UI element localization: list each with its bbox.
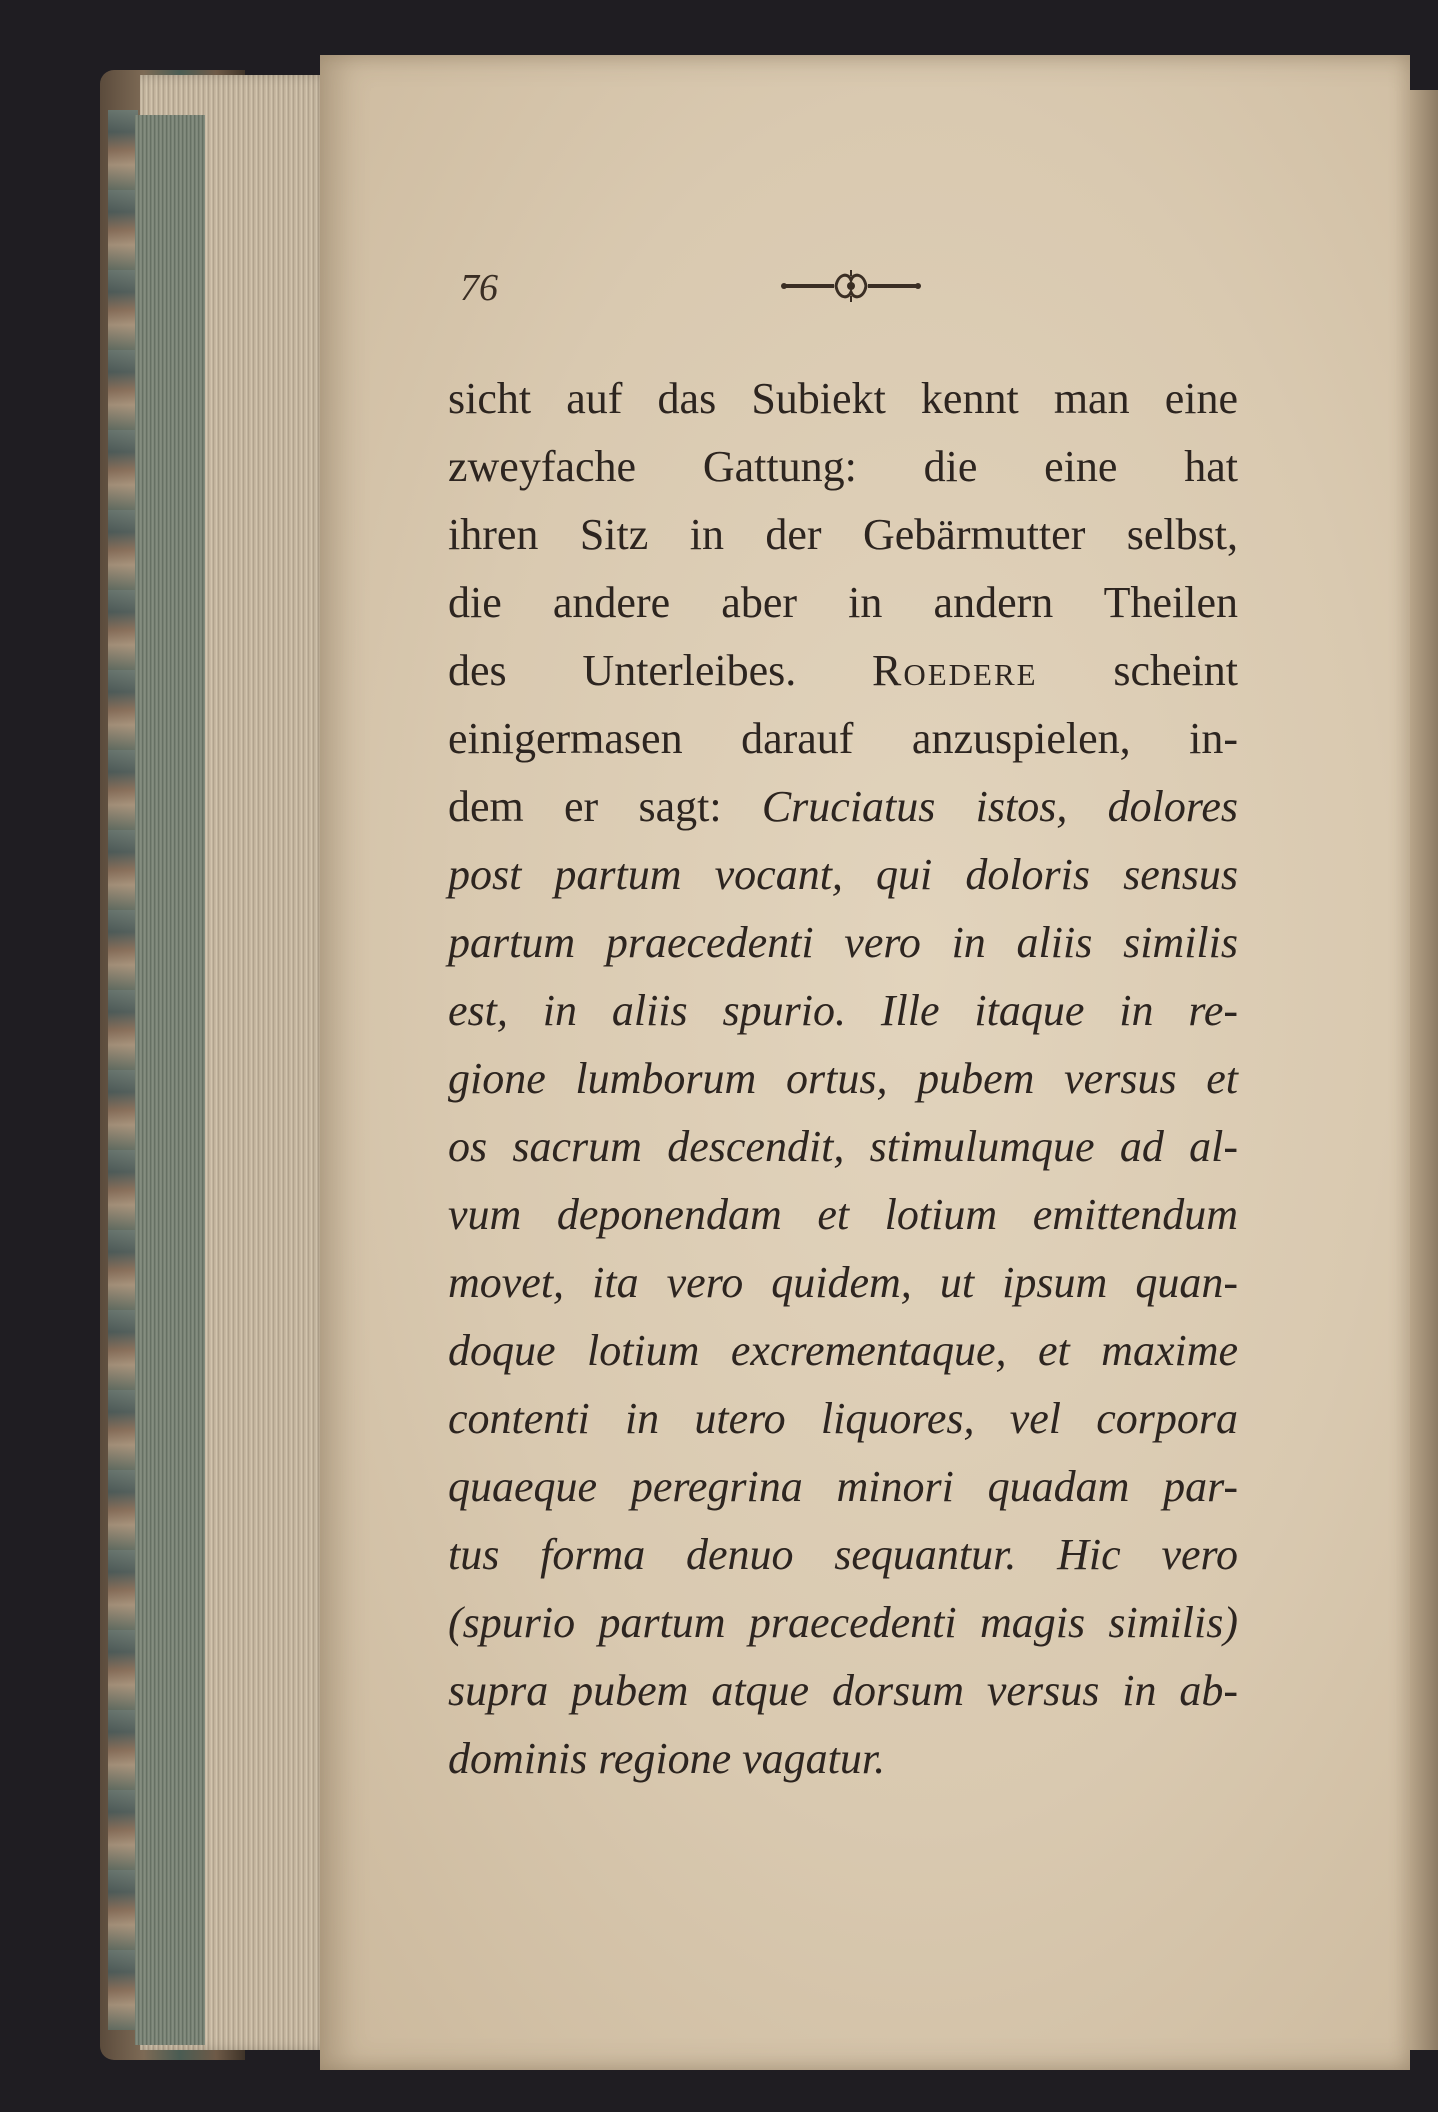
facing-page-edge	[1410, 90, 1438, 2050]
marbled-cover	[108, 110, 138, 2030]
text-segment: dem er sagt:	[448, 782, 722, 831]
latin-quote-line: gione lumborum ortus, pubem versus et	[448, 1054, 1238, 1103]
page-text	[448, 365, 1238, 1793]
latin-quote-line: partum praecedenti vero in aliis similis	[448, 918, 1238, 967]
author-name: Roedere	[872, 646, 1038, 695]
page-number: 76	[460, 267, 498, 309]
text-line	[448, 773, 1238, 841]
latin-quote-line: os sacrum descendit, stimulumque ad al-	[448, 1122, 1238, 1171]
latin-quote-line: (spurio partum praecedenti magis similis)	[448, 1598, 1238, 1647]
latin-quote-line: supra pubem atque dorsum versus in ab-	[448, 1666, 1238, 1715]
latin-quote-line: doque lotium excrementaque, et maxime	[448, 1326, 1238, 1375]
latin-quote-line: dominis regione vagatur.	[448, 1734, 886, 1783]
latin-quote-line: tus forma denuo sequantur. Hic vero	[448, 1530, 1238, 1579]
text-segment: des Unterleibes.	[448, 646, 797, 695]
latin-quote-line: quaeque peregrina minori quadam par-	[448, 1462, 1238, 1511]
text-line: einigermasen darauf anzuspielen, in-	[448, 714, 1238, 763]
latin-quote-line: post partum vocant, qui doloris sensus	[448, 850, 1238, 899]
page-header	[460, 262, 1250, 312]
latin-quote-line: vum deponendam et lotium emittendum	[448, 1190, 1238, 1239]
text-line	[448, 637, 1238, 705]
latin-quote-line: est, in aliis spurio. Ille itaque in re-	[448, 986, 1238, 1035]
text-segment: scheint	[1113, 646, 1239, 695]
text-line: zweyfache Gattung: die eine hat	[448, 442, 1238, 491]
text-line: die andere aber in andern Theilen	[448, 578, 1238, 627]
latin-quote-line: movet, ita vero quidem, ut ipsum quan-	[448, 1258, 1238, 1307]
fleuron-ornament-icon	[776, 266, 926, 306]
page-edges-shadow	[135, 115, 205, 2045]
latin-quote-segment: Cruciatus istos, dolores	[761, 782, 1238, 831]
latin-quote-line: contenti in utero liquores, vel corpora	[448, 1394, 1238, 1443]
text-line: ihren Sitz in der Gebärmutter selbst,	[448, 510, 1238, 559]
text-line: sicht auf das Subiekt kennt man eine	[448, 374, 1238, 423]
